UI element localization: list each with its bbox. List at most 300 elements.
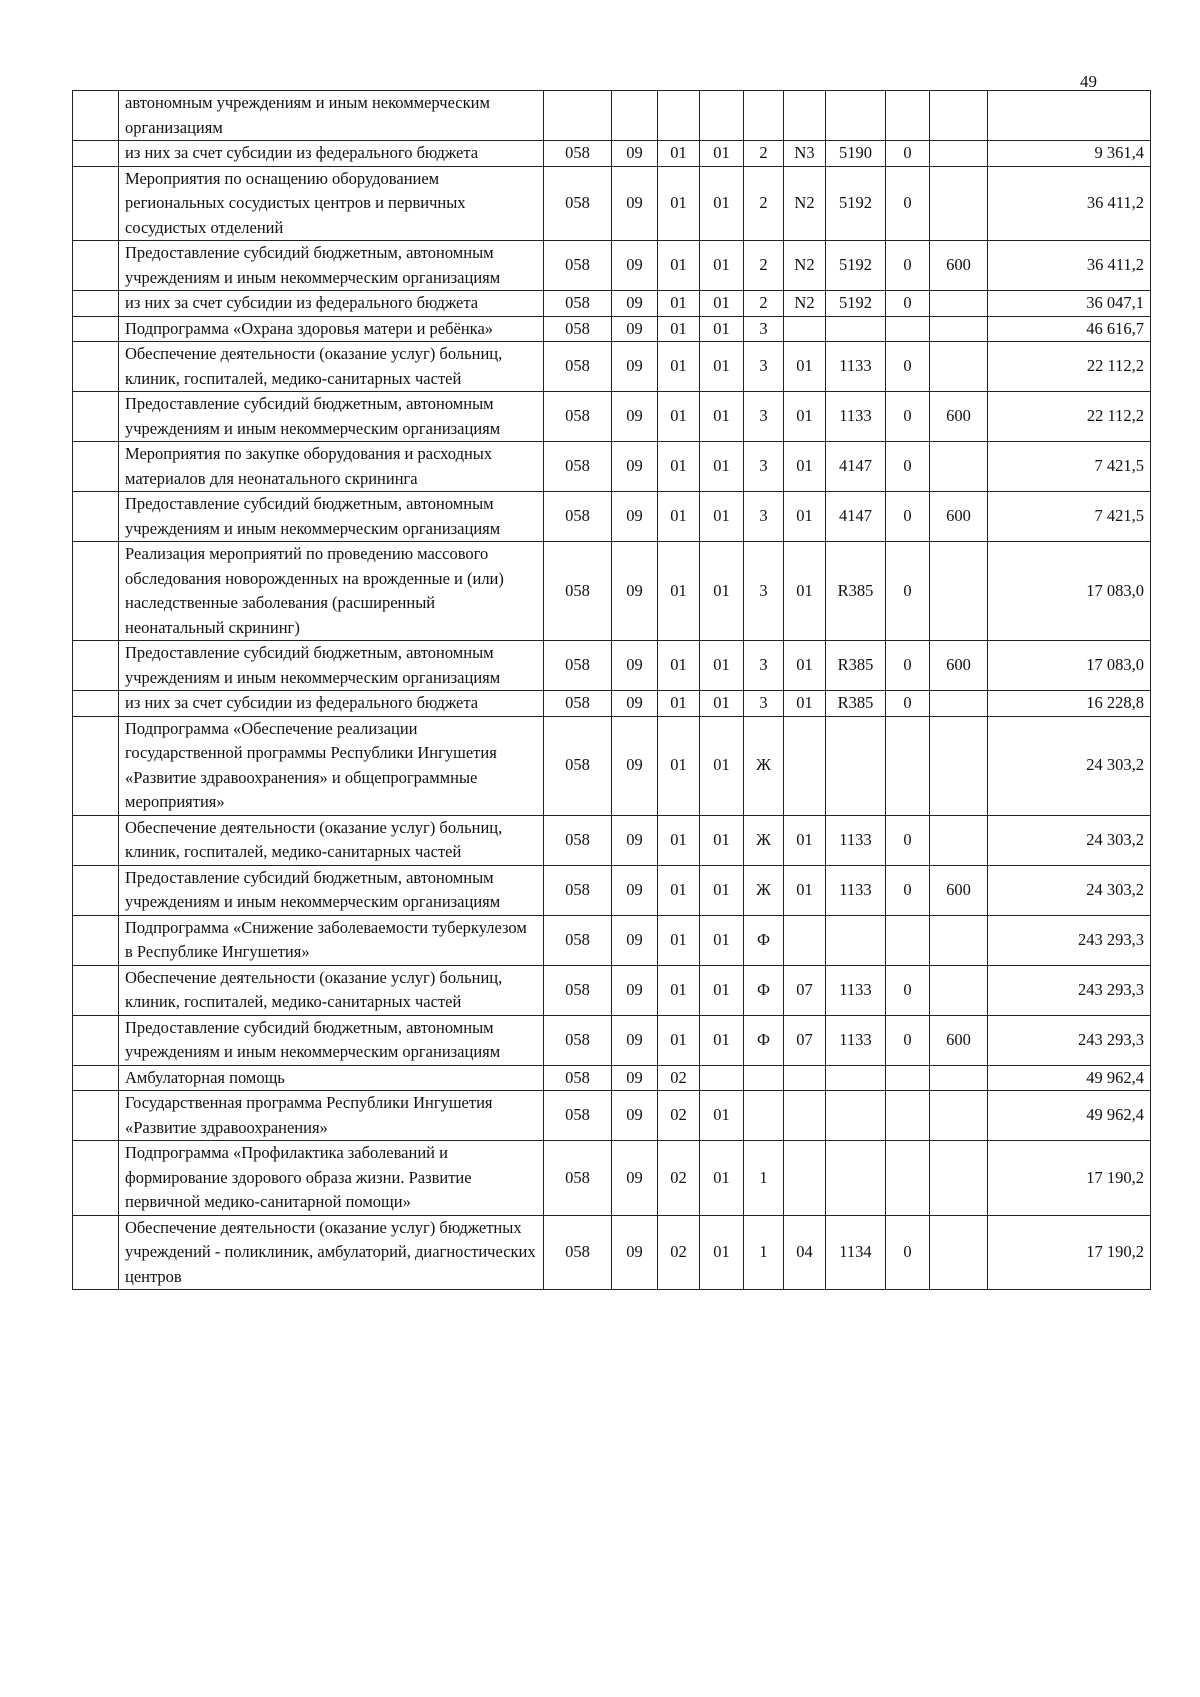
- ministry-code: 058: [544, 915, 612, 965]
- expense-type-code: [930, 141, 988, 167]
- subsection-code: 01: [658, 542, 700, 641]
- expense-type-code: [930, 1065, 988, 1091]
- extra-code: 0: [886, 492, 930, 542]
- subsection-code: 01: [658, 915, 700, 965]
- direction-code: R385: [826, 691, 886, 717]
- direction-code: 1134: [826, 1215, 886, 1290]
- event-code: 01: [784, 542, 826, 641]
- program-code: 01: [700, 291, 744, 317]
- direction-code: 1133: [826, 1015, 886, 1065]
- table-row: [73, 1215, 1151, 1290]
- direction-code: [826, 1091, 886, 1141]
- row-sum: 243 293,3: [988, 965, 1151, 1015]
- expense-type-code: [930, 316, 988, 342]
- direction-code: 1133: [826, 392, 886, 442]
- row-name: Подпрограмма «Охрана здоровья матери и ребёнка»: [119, 316, 544, 342]
- section-code: 09: [612, 542, 658, 641]
- ministry-code: 058: [544, 492, 612, 542]
- program-code: 01: [700, 442, 744, 492]
- direction-code: 4147: [826, 442, 886, 492]
- budget-table: [72, 90, 1151, 1290]
- row-number-cell: [73, 91, 119, 141]
- event-code: [784, 716, 826, 815]
- row-sum: 243 293,3: [988, 1015, 1151, 1065]
- extra-code: [886, 316, 930, 342]
- subprogram-code: Ж: [744, 815, 784, 865]
- table-row: [73, 291, 1151, 317]
- subprogram-code: 2: [744, 166, 784, 241]
- ministry-code: 058: [544, 166, 612, 241]
- program-code: 01: [700, 392, 744, 442]
- extra-code: [886, 1141, 930, 1216]
- expense-type-code: [930, 291, 988, 317]
- row-number-cell: [73, 342, 119, 392]
- extra-code: [886, 1065, 930, 1091]
- subprogram-code: 3: [744, 316, 784, 342]
- event-code: 01: [784, 691, 826, 717]
- program-code: 01: [700, 492, 744, 542]
- row-sum: 7 421,5: [988, 492, 1151, 542]
- table-row: [73, 392, 1151, 442]
- extra-code: [886, 716, 930, 815]
- row-sum: 17 190,2: [988, 1141, 1151, 1216]
- expense-type-code: [930, 716, 988, 815]
- event-code: 01: [784, 442, 826, 492]
- row-number-cell: [73, 716, 119, 815]
- table-row: [73, 166, 1151, 241]
- expense-type-code: 600: [930, 392, 988, 442]
- program-code: 01: [700, 641, 744, 691]
- row-sum: 49 962,4: [988, 1065, 1151, 1091]
- table-row: [73, 1065, 1151, 1091]
- section-code: 09: [612, 1091, 658, 1141]
- section-code: 09: [612, 166, 658, 241]
- row-sum: 17 190,2: [988, 1215, 1151, 1290]
- subsection-code: 01: [658, 291, 700, 317]
- expense-type-code: 600: [930, 641, 988, 691]
- section-code: 09: [612, 915, 658, 965]
- subprogram-code: 3: [744, 641, 784, 691]
- extra-code: [886, 91, 930, 141]
- table-row: [73, 316, 1151, 342]
- row-sum: 49 962,4: [988, 1091, 1151, 1141]
- section-code: 09: [612, 865, 658, 915]
- subprogram-code: [744, 1065, 784, 1091]
- event-code: N2: [784, 241, 826, 291]
- section-code: 09: [612, 291, 658, 317]
- subsection-code: 01: [658, 691, 700, 717]
- subprogram-code: Ж: [744, 716, 784, 815]
- section-code: 09: [612, 1215, 658, 1290]
- row-name: Предоставление субсидий бюджетным, автономным учреждениям и иным некоммерческим организациям: [119, 1015, 544, 1065]
- program-code: 01: [700, 542, 744, 641]
- section-code: 09: [612, 1065, 658, 1091]
- subsection-code: 01: [658, 316, 700, 342]
- expense-type-code: [930, 1141, 988, 1216]
- row-number-cell: [73, 965, 119, 1015]
- section-code: [612, 91, 658, 141]
- section-code: 09: [612, 392, 658, 442]
- ministry-code: 058: [544, 241, 612, 291]
- extra-code: 0: [886, 141, 930, 167]
- row-name: Предоставление субсидий бюджетным, автономным учреждениям и иным некоммерческим организациям: [119, 641, 544, 691]
- row-sum: 24 303,2: [988, 815, 1151, 865]
- row-number-cell: [73, 1065, 119, 1091]
- section-code: 09: [612, 1141, 658, 1216]
- row-name: Реализация мероприятий по проведению массового обследования новорожденных на врожденные и (или) наследственные заболевания (расширенный неонатальный скрининг): [119, 542, 544, 641]
- row-number-cell: [73, 1215, 119, 1290]
- subprogram-code: 3: [744, 492, 784, 542]
- section-code: 09: [612, 442, 658, 492]
- row-name: Амбулаторная помощь: [119, 1065, 544, 1091]
- ministry-code: 058: [544, 865, 612, 915]
- row-sum: 243 293,3: [988, 915, 1151, 965]
- expense-type-code: 600: [930, 492, 988, 542]
- row-number-cell: [73, 392, 119, 442]
- row-name: Подпрограмма «Профилактика заболеваний и формирование здорового образа жизни. Развитие первичной медико-санитарной помощи»: [119, 1141, 544, 1216]
- program-code: 01: [700, 815, 744, 865]
- expense-type-code: 600: [930, 865, 988, 915]
- direction-code: [826, 1065, 886, 1091]
- subprogram-code: Ф: [744, 1015, 784, 1065]
- subprogram-code: Ф: [744, 965, 784, 1015]
- ministry-code: 058: [544, 691, 612, 717]
- expense-type-code: [930, 815, 988, 865]
- direction-code: 5192: [826, 166, 886, 241]
- row-name: автономным учреждениям и иным некоммерческим организациям: [119, 91, 544, 141]
- row-number-cell: [73, 1091, 119, 1141]
- subprogram-code: 3: [744, 442, 784, 492]
- direction-code: 1133: [826, 865, 886, 915]
- program-code: [700, 91, 744, 141]
- extra-code: [886, 915, 930, 965]
- event-code: 01: [784, 392, 826, 442]
- row-name: Государственная программа Республики Ингушетия «Развитие здравоохранения»: [119, 1091, 544, 1141]
- ministry-code: 058: [544, 1065, 612, 1091]
- subprogram-code: Ф: [744, 915, 784, 965]
- extra-code: 0: [886, 1015, 930, 1065]
- ministry-code: 058: [544, 392, 612, 442]
- table-row: [73, 141, 1151, 167]
- event-code: 01: [784, 815, 826, 865]
- row-number-cell: [73, 241, 119, 291]
- table-row: [73, 815, 1151, 865]
- subprogram-code: 1: [744, 1141, 784, 1216]
- expense-type-code: [930, 691, 988, 717]
- extra-code: 0: [886, 241, 930, 291]
- table-row: [73, 342, 1151, 392]
- expense-type-code: [930, 915, 988, 965]
- subprogram-code: 3: [744, 342, 784, 392]
- row-sum: 36 411,2: [988, 241, 1151, 291]
- expense-type-code: [930, 166, 988, 241]
- subsection-code: 01: [658, 392, 700, 442]
- section-code: 09: [612, 316, 658, 342]
- table-row: [73, 716, 1151, 815]
- table-row: [73, 865, 1151, 915]
- program-code: 01: [700, 241, 744, 291]
- extra-code: 0: [886, 166, 930, 241]
- direction-code: [826, 716, 886, 815]
- ministry-code: 058: [544, 316, 612, 342]
- direction-code: 5192: [826, 291, 886, 317]
- row-number-cell: [73, 442, 119, 492]
- table-row: [73, 241, 1151, 291]
- row-sum: 9 361,4: [988, 141, 1151, 167]
- program-code: 01: [700, 716, 744, 815]
- section-code: 09: [612, 716, 658, 815]
- program-code: 01: [700, 1215, 744, 1290]
- event-code: N2: [784, 291, 826, 317]
- subsection-code: [658, 91, 700, 141]
- event-code: [784, 1141, 826, 1216]
- row-sum: 46 616,7: [988, 316, 1151, 342]
- event-code: 07: [784, 965, 826, 1015]
- table-row: [73, 691, 1151, 717]
- subsection-code: 01: [658, 865, 700, 915]
- event-code: 01: [784, 342, 826, 392]
- row-number-cell: [73, 316, 119, 342]
- direction-code: [826, 91, 886, 141]
- program-code: 01: [700, 965, 744, 1015]
- section-code: 09: [612, 965, 658, 1015]
- direction-code: R385: [826, 641, 886, 691]
- expense-type-code: 600: [930, 241, 988, 291]
- table-row: [73, 915, 1151, 965]
- direction-code: 4147: [826, 492, 886, 542]
- ministry-code: 058: [544, 1141, 612, 1216]
- section-code: 09: [612, 815, 658, 865]
- row-sum: 36 411,2: [988, 166, 1151, 241]
- subsection-code: 01: [658, 1015, 700, 1065]
- expense-type-code: 600: [930, 1015, 988, 1065]
- subsection-code: 01: [658, 492, 700, 542]
- event-code: 04: [784, 1215, 826, 1290]
- subsection-code: 01: [658, 716, 700, 815]
- subsection-code: 01: [658, 641, 700, 691]
- table-row: [73, 91, 1151, 141]
- direction-code: [826, 915, 886, 965]
- direction-code: 1133: [826, 965, 886, 1015]
- subprogram-code: 2: [744, 241, 784, 291]
- subsection-code: 02: [658, 1215, 700, 1290]
- row-sum: 7 421,5: [988, 442, 1151, 492]
- row-name: Подпрограмма «Обеспечение реализации государственной программы Республики Ингушетия «Развитие здравоохранения» и общепрограммные мероприятия»: [119, 716, 544, 815]
- ministry-code: [544, 91, 612, 141]
- extra-code: 0: [886, 965, 930, 1015]
- program-code: 01: [700, 141, 744, 167]
- expense-type-code: [930, 91, 988, 141]
- direction-code: [826, 316, 886, 342]
- extra-code: [886, 1091, 930, 1141]
- section-code: 09: [612, 1015, 658, 1065]
- event-code: 07: [784, 1015, 826, 1065]
- subprogram-code: 3: [744, 392, 784, 442]
- row-sum: 17 083,0: [988, 641, 1151, 691]
- subsection-code: 02: [658, 1141, 700, 1216]
- section-code: 09: [612, 342, 658, 392]
- row-sum: 17 083,0: [988, 542, 1151, 641]
- row-number-cell: [73, 542, 119, 641]
- row-name: Обеспечение деятельности (оказание услуг) больниц, клиник, госпиталей, медико-санитарных частей: [119, 342, 544, 392]
- table-body: [73, 91, 1151, 1290]
- subsection-code: 02: [658, 1091, 700, 1141]
- event-code: N2: [784, 166, 826, 241]
- program-code: 01: [700, 915, 744, 965]
- event-code: [784, 1091, 826, 1141]
- section-code: 09: [612, 141, 658, 167]
- ministry-code: 058: [544, 1015, 612, 1065]
- row-number-cell: [73, 492, 119, 542]
- program-code: 01: [700, 1141, 744, 1216]
- row-number-cell: [73, 815, 119, 865]
- direction-code: 5190: [826, 141, 886, 167]
- extra-code: 0: [886, 1215, 930, 1290]
- section-code: 09: [612, 492, 658, 542]
- table-row: [73, 542, 1151, 641]
- expense-type-code: [930, 1215, 988, 1290]
- event-code: [784, 1065, 826, 1091]
- ministry-code: 058: [544, 815, 612, 865]
- program-code: 01: [700, 166, 744, 241]
- subsection-code: 01: [658, 141, 700, 167]
- ministry-code: 058: [544, 641, 612, 691]
- row-name: Предоставление субсидий бюджетным, автономным учреждениям и иным некоммерческим организациям: [119, 392, 544, 442]
- extra-code: 0: [886, 641, 930, 691]
- program-code: 01: [700, 342, 744, 392]
- direction-code: 1133: [826, 815, 886, 865]
- subprogram-code: 3: [744, 691, 784, 717]
- row-number-cell: [73, 691, 119, 717]
- event-code: [784, 915, 826, 965]
- subprogram-code: 2: [744, 291, 784, 317]
- extra-code: 0: [886, 865, 930, 915]
- event-code: 01: [784, 865, 826, 915]
- subprogram-code: 2: [744, 141, 784, 167]
- section-code: 09: [612, 641, 658, 691]
- subprogram-code: Ж: [744, 865, 784, 915]
- row-sum: 24 303,2: [988, 865, 1151, 915]
- page-number: 49: [1080, 72, 1097, 91]
- table-row: [73, 492, 1151, 542]
- extra-code: 0: [886, 291, 930, 317]
- table-row: [73, 1091, 1151, 1141]
- program-code: 01: [700, 1015, 744, 1065]
- row-sum: 36 047,1: [988, 291, 1151, 317]
- row-sum: 22 112,2: [988, 342, 1151, 392]
- table-row: [73, 965, 1151, 1015]
- section-code: 09: [612, 241, 658, 291]
- table-row: [73, 1015, 1151, 1065]
- direction-code: R385: [826, 542, 886, 641]
- ministry-code: 058: [544, 1215, 612, 1290]
- row-name: Обеспечение деятельности (оказание услуг) больниц, клиник, госпиталей, медико-санитарных частей: [119, 965, 544, 1015]
- program-code: 01: [700, 865, 744, 915]
- program-code: 01: [700, 316, 744, 342]
- ministry-code: 058: [544, 141, 612, 167]
- row-name: из них за счет субсидии из федерального бюджета: [119, 291, 544, 317]
- row-name: Предоставление субсидий бюджетным, автономным учреждениям и иным некоммерческим организациям: [119, 241, 544, 291]
- row-number-cell: [73, 1015, 119, 1065]
- ministry-code: 058: [544, 716, 612, 815]
- event-code: 01: [784, 641, 826, 691]
- extra-code: 0: [886, 442, 930, 492]
- subsection-code: 01: [658, 965, 700, 1015]
- ministry-code: 058: [544, 442, 612, 492]
- subprogram-code: 1: [744, 1215, 784, 1290]
- expense-type-code: [930, 965, 988, 1015]
- subsection-code: 01: [658, 342, 700, 392]
- row-name: Подпрограмма «Снижение заболеваемости туберкулезом в Республике Ингушетия»: [119, 915, 544, 965]
- direction-code: 5192: [826, 241, 886, 291]
- direction-code: [826, 1141, 886, 1216]
- expense-type-code: [930, 442, 988, 492]
- ministry-code: 058: [544, 1091, 612, 1141]
- event-code: [784, 316, 826, 342]
- subsection-code: 02: [658, 1065, 700, 1091]
- section-code: 09: [612, 691, 658, 717]
- expense-type-code: [930, 542, 988, 641]
- row-name: из них за счет субсидии из федерального бюджета: [119, 691, 544, 717]
- event-code: [784, 91, 826, 141]
- extra-code: 0: [886, 815, 930, 865]
- row-number-cell: [73, 915, 119, 965]
- ministry-code: 058: [544, 291, 612, 317]
- subsection-code: 01: [658, 442, 700, 492]
- program-code: 01: [700, 1091, 744, 1141]
- subprogram-code: [744, 91, 784, 141]
- direction-code: 1133: [826, 342, 886, 392]
- row-name: из них за счет субсидии из федерального бюджета: [119, 141, 544, 167]
- row-name: Предоставление субсидий бюджетным, автономным учреждениям и иным некоммерческим организациям: [119, 865, 544, 915]
- row-name: Обеспечение деятельности (оказание услуг) больниц, клиник, госпиталей, медико-санитарных частей: [119, 815, 544, 865]
- row-number-cell: [73, 641, 119, 691]
- row-sum: 24 303,2: [988, 716, 1151, 815]
- row-name: Мероприятия по закупке оборудования и расходных материалов для неонатального скрининга: [119, 442, 544, 492]
- subsection-code: 01: [658, 166, 700, 241]
- event-code: N3: [784, 141, 826, 167]
- row-sum: 22 112,2: [988, 392, 1151, 442]
- table-row: [73, 1141, 1151, 1216]
- row-name: Предоставление субсидий бюджетным, автономным учреждениям и иным некоммерческим организациям: [119, 492, 544, 542]
- row-sum: 16 228,8: [988, 691, 1151, 717]
- row-number-cell: [73, 865, 119, 915]
- subsection-code: 01: [658, 241, 700, 291]
- extra-code: 0: [886, 691, 930, 717]
- extra-code: 0: [886, 542, 930, 641]
- row-sum: [988, 91, 1151, 141]
- subsection-code: 01: [658, 815, 700, 865]
- event-code: 01: [784, 492, 826, 542]
- row-number-cell: [73, 291, 119, 317]
- expense-type-code: [930, 1091, 988, 1141]
- row-number-cell: [73, 166, 119, 241]
- ministry-code: 058: [544, 542, 612, 641]
- row-number-cell: [73, 1141, 119, 1216]
- expense-type-code: [930, 342, 988, 392]
- table-row: [73, 442, 1151, 492]
- program-code: [700, 1065, 744, 1091]
- subprogram-code: 3: [744, 542, 784, 641]
- subprogram-code: [744, 1091, 784, 1141]
- ministry-code: 058: [544, 965, 612, 1015]
- program-code: 01: [700, 691, 744, 717]
- table-row: [73, 641, 1151, 691]
- extra-code: 0: [886, 392, 930, 442]
- row-number-cell: [73, 141, 119, 167]
- ministry-code: 058: [544, 342, 612, 392]
- row-name: Мероприятия по оснащению оборудованием региональных сосудистых центров и первичных сосудистых отделений: [119, 166, 544, 241]
